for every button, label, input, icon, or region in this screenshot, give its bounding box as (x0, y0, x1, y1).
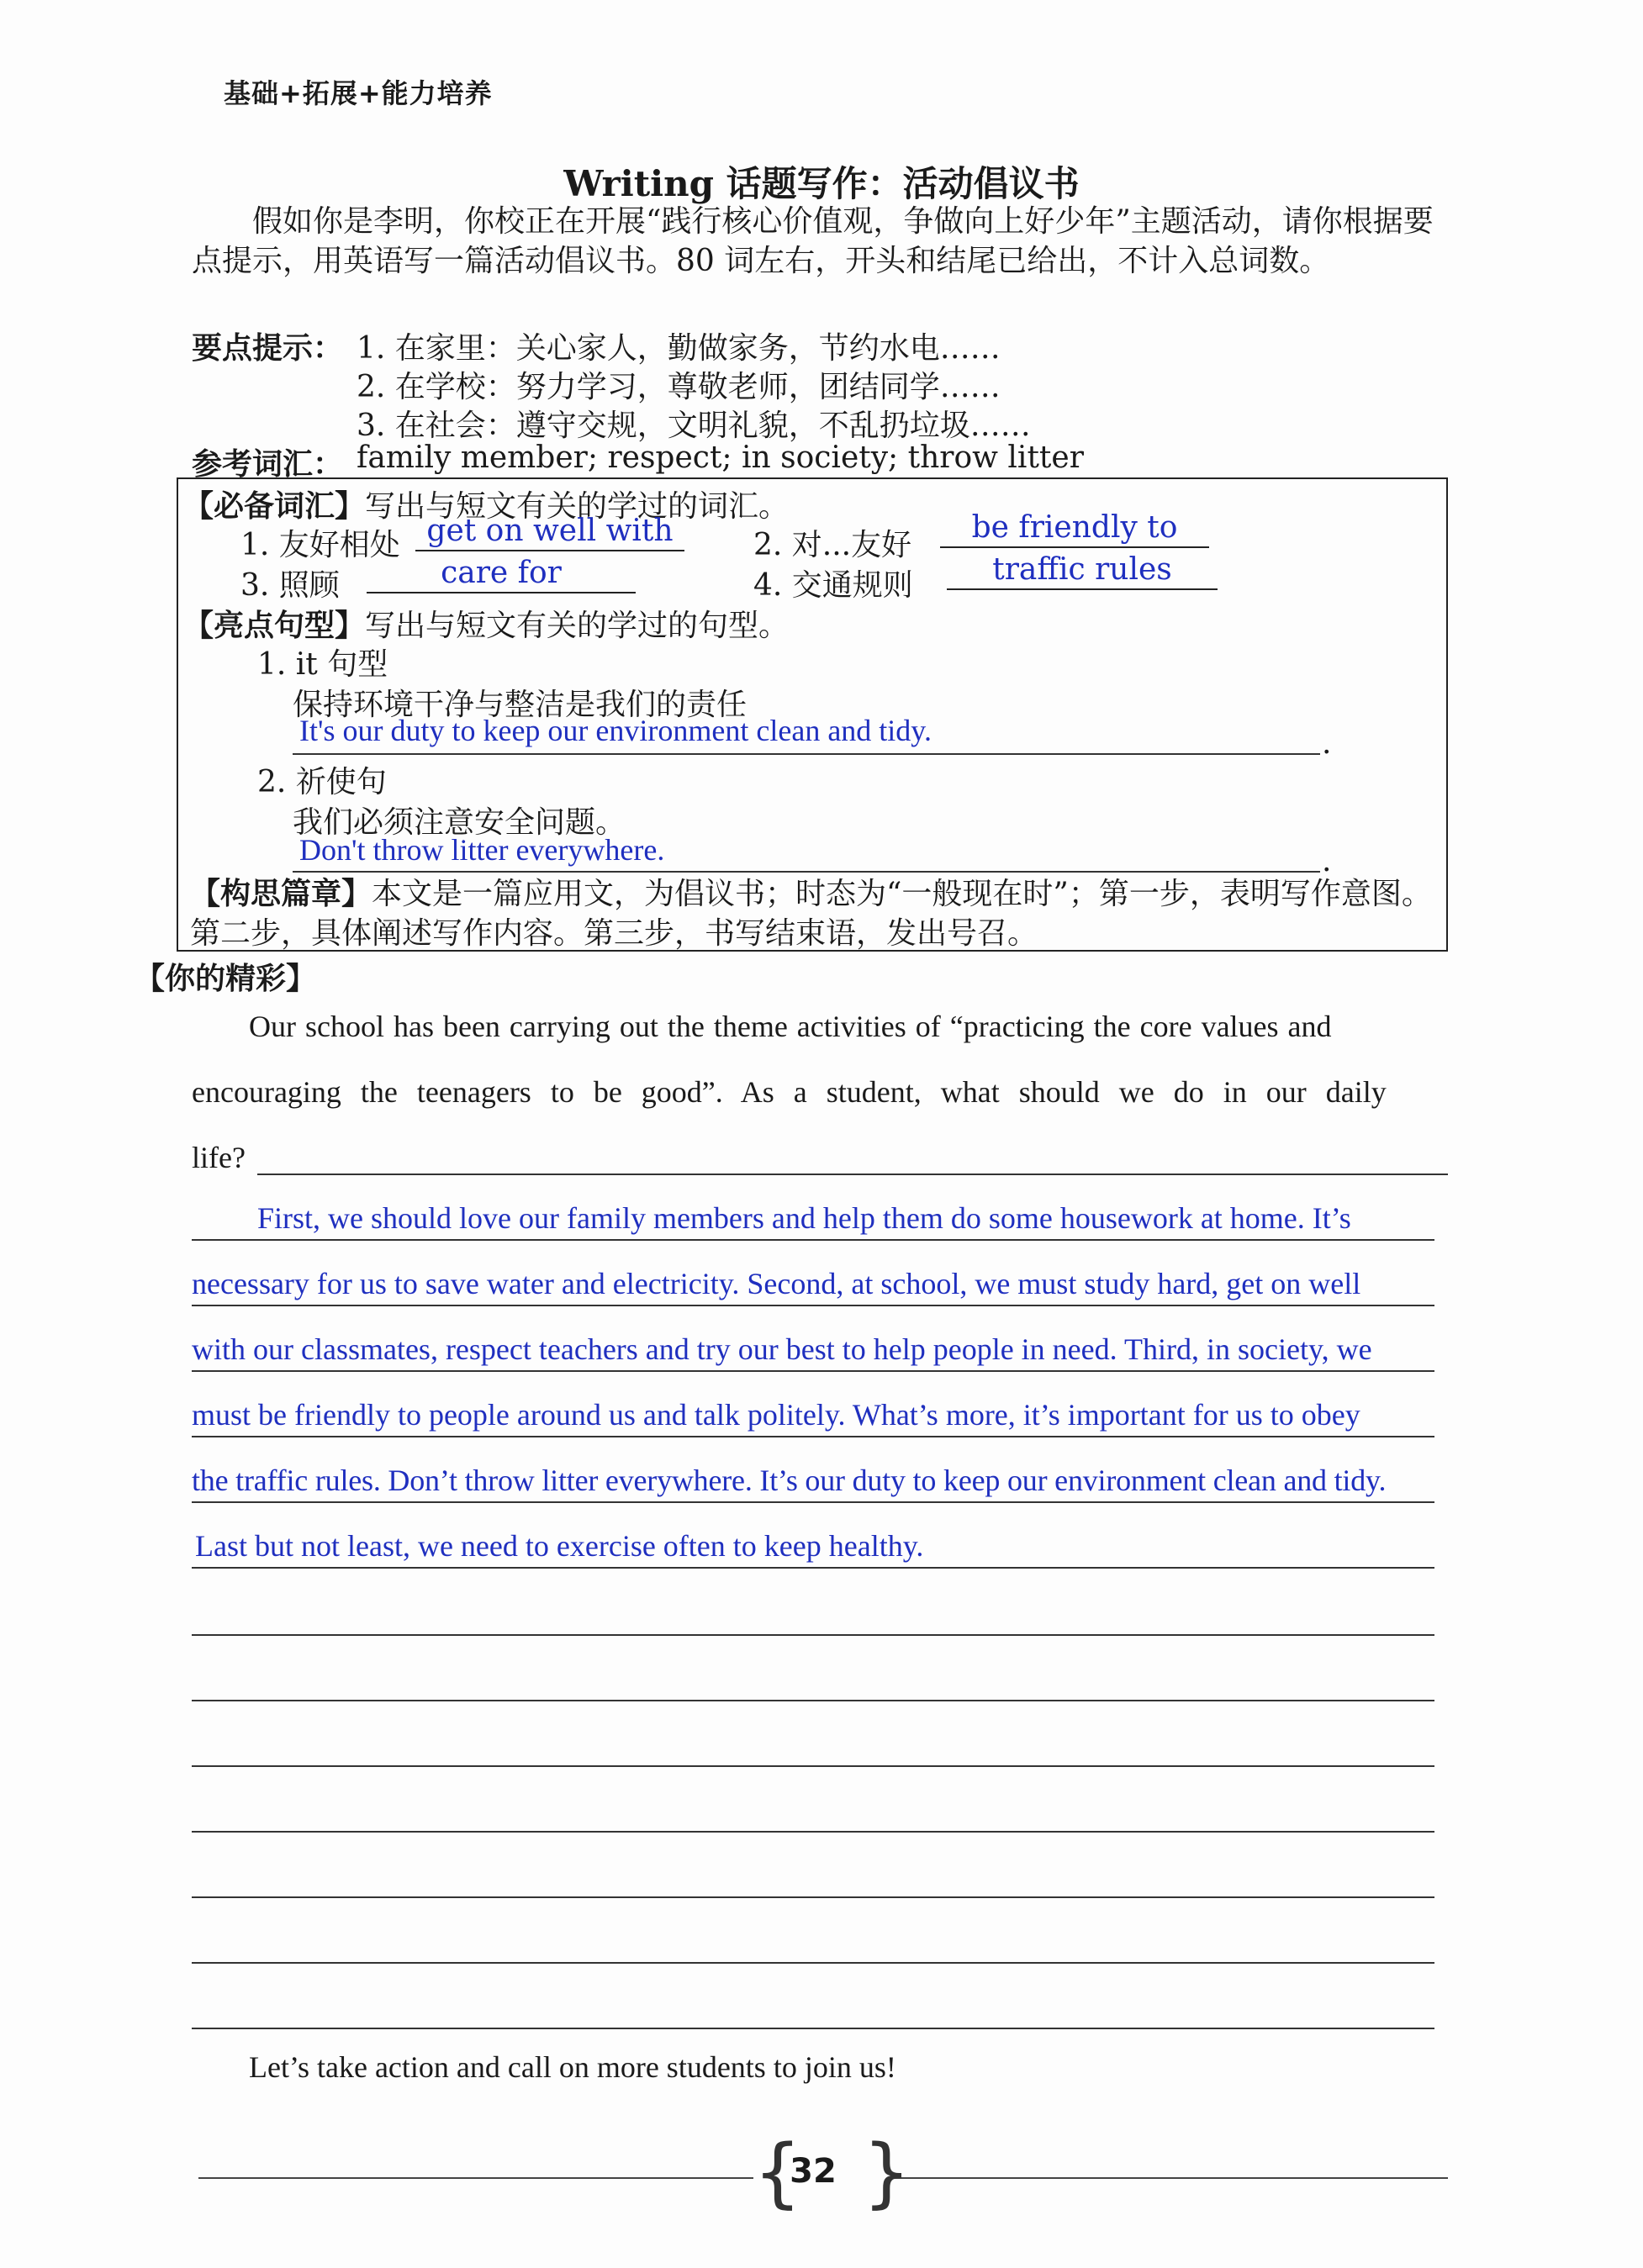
opening-line-1: Our school has been carrying out the theme activities of “practicing the core values and (249, 1010, 1332, 1043)
writing-line-7 (192, 1634, 1434, 1636)
vocab-answer-1[interactable]: get on well with (415, 513, 684, 551)
opening-line-3: life? (192, 1141, 246, 1174)
sentence-answer-1-line (293, 753, 1320, 755)
writing-line-13 (192, 2028, 1434, 2029)
answer-line-3[interactable]: with our classmates, respect teachers and try our best to help people in need. Third, in society, we (192, 1332, 1372, 1366)
closing-sentence: Let’s take action and call on more students to join us! (249, 2050, 896, 2084)
vocab-heading: 【必备词汇】 (183, 489, 366, 524)
writing-line-1 (192, 1239, 1434, 1241)
sentence-answer-2[interactable]: Don't throw litter everywhere. (299, 833, 665, 867)
sentence-answer-1[interactable]: It's our duty to keep our environment clean and tidy. (299, 714, 932, 747)
writing-line-8 (192, 1700, 1434, 1701)
answer-line-5[interactable]: the traffic rules. Don’t throw litter everywhere. It’s our duty to keep our environment clean and tidy. (192, 1464, 1387, 1497)
page-number: 32 (790, 2152, 837, 2191)
page-title: Writing 话题写作：活动倡议书 (563, 163, 1080, 204)
key-point-3: 3. 在社会：遵守交规，文明礼貌，不乱扔垃圾…… (357, 409, 1031, 443)
footer-rule-left (198, 2177, 753, 2179)
footer-rule-right (891, 2177, 1448, 2179)
key-point-1: 1. 在家里：关心家人，勤做家务，节约水电…… (357, 331, 1001, 366)
sentence-type-1: 1. it 句型 (257, 647, 388, 682)
workbook-page: 基础+拓展+能力培养 Writing 话题写作：活动倡议书 假如你是李明，你校正在开展“践行核心价值观，争做向上好少年”主题活动，请你根据要点提示，用英语写一篇活动倡议书。80 词左右，开头和结尾已给出，不计入总词数。 要点提示： 1. 在家里：关心家人，勤做家务，节约水电…… 2. 在学校：努力学习，尊敬老师，团结同学…… 3. 在社会：遵守交规，文明礼貌，不乱扔垃圾…… 参考词汇： family member; respect; in society; throw litter 【必备词汇】写出与短文有关的学过的词汇。 1. 友好相处 get on well with 2. 对...友好 be friendly to 3. 照顾 care for 4. 交通规则 traffic rules 【亮点句型】写出与短文有关的学过的句型。 1. it 句型 保持环境干净与整洁是我们的责任 It's our duty to keep our environment clean and tidy. . 2. 祈使句 我们必须注意安全问题。 Don't throw litter everywhere. . 【构思篇章】本文是一篇应用文，为倡议书；时态为“一般现在时”；第一步，表明写作意图。第二步，具体阐述写作内容。第三步，书写结束语，发出号召。 【你的精彩】 Our school has been carrying out the theme activities of “practicing the core values and encouraging the teenagers to be good”. As a student, what should we do in our daily life? First, we should love our family members and help them do some housework at home. It’s necessary for us to save water and electricity. Second, at school, we must study hard, get on well with our classmates, respect teachers and try our best to help people in need. Third, in society, we must be friendly to people around us and talk politely. What’s more, it’s important for us to obey the traffic rules. Don’t throw litter everywhere. It’s our duty to keep our environment clean and tidy. Last but not least, we need to exercise often to keep healthy. Let’s take action and call on more students to join us! { } 32 (0, 0, 1643, 2268)
writing-line-0 (257, 1174, 1448, 1175)
sentence-answer-2-line (293, 871, 1320, 873)
vocab-prompt-4: 4. 交通规则 (753, 568, 913, 603)
your-work-heading: 【你的精彩】 (135, 962, 317, 996)
right-brace-icon: } (863, 2128, 911, 2217)
sentence-chinese-1: 保持环境干净与整洁是我们的责任 (293, 688, 748, 722)
writing-line-11 (192, 1896, 1434, 1898)
answer-line-6[interactable]: Last but not least, we need to exercise often to keep healthy. (195, 1529, 924, 1563)
writing-line-5 (192, 1501, 1434, 1503)
sentence-instruction: 写出与短文有关的学过的句型。 (365, 609, 790, 643)
sentence-heading: 【亮点句型】 (183, 609, 366, 643)
vocab-prompt-2: 2. 对...友好 (753, 528, 912, 562)
vocab-answer-4[interactable]: traffic rules (947, 551, 1218, 590)
vocab-answer-2[interactable]: be friendly to (940, 509, 1209, 548)
writing-line-2 (192, 1305, 1434, 1306)
key-points-label: 要点提示： (192, 331, 344, 366)
series-tag: 基础+拓展+能力培养 (224, 77, 493, 109)
writing-line-10 (192, 1831, 1434, 1833)
vocab-prompt-1: 1. 友好相处 (240, 528, 400, 562)
reference-vocab-text: family member; respect; in society; throw litter (357, 440, 1084, 475)
vocab-prompt-3: 3. 照顾 (240, 568, 340, 603)
structure-text: 本文是一篇应用文，为倡议书；时态为“一般现在时”；第一步，表明写作意图。第二步，具体阐述写作内容。第三步，书写结束语，发出号召。 (190, 877, 1432, 951)
opening-line-2: encouraging the teenagers to be good”. As a student, what should we do in our daily (192, 1075, 1387, 1109)
writing-line-6 (192, 1567, 1434, 1569)
writing-prompt: 假如你是李明，你校正在开展“践行核心价值观，争做向上好少年”主题活动，请你根据要点提示，用英语写一篇活动倡议书。80 词左右，开头和结尾已给出，不计入总词数。 (192, 204, 1434, 278)
structure-paragraph (190, 874, 1438, 953)
reference-vocab-label: 参考词汇： (192, 447, 344, 482)
writing-line-9 (192, 1765, 1434, 1767)
writing-line-4 (192, 1436, 1434, 1437)
answer-line-1[interactable]: First, we should love our family members and help them do some housework at home. It’s (257, 1201, 1351, 1235)
key-point-2: 2. 在学校：努力学习，尊敬老师，团结同学…… (357, 370, 1001, 404)
sentence-type-2: 2. 祈使句 (257, 765, 387, 799)
answer-line-4[interactable]: must be friendly to people around us and talk politely. What’s more, it’s important for us to obey (192, 1398, 1360, 1432)
answer-line-2[interactable]: necessary for us to save water and electricity. Second, at school, we must study hard, get on well (192, 1267, 1361, 1300)
writing-line-3 (192, 1370, 1434, 1372)
vocab-instruction: 写出与短文有关的学过的词汇。 (365, 489, 790, 524)
writing-line-12 (192, 1962, 1434, 1964)
structure-heading: 【构思篇章】 (190, 877, 372, 911)
sentence-chinese-2: 我们必须注意安全问题。 (293, 805, 626, 840)
left-brace-icon: { (753, 2128, 802, 2217)
vocab-answer-3[interactable]: care for (367, 555, 636, 593)
